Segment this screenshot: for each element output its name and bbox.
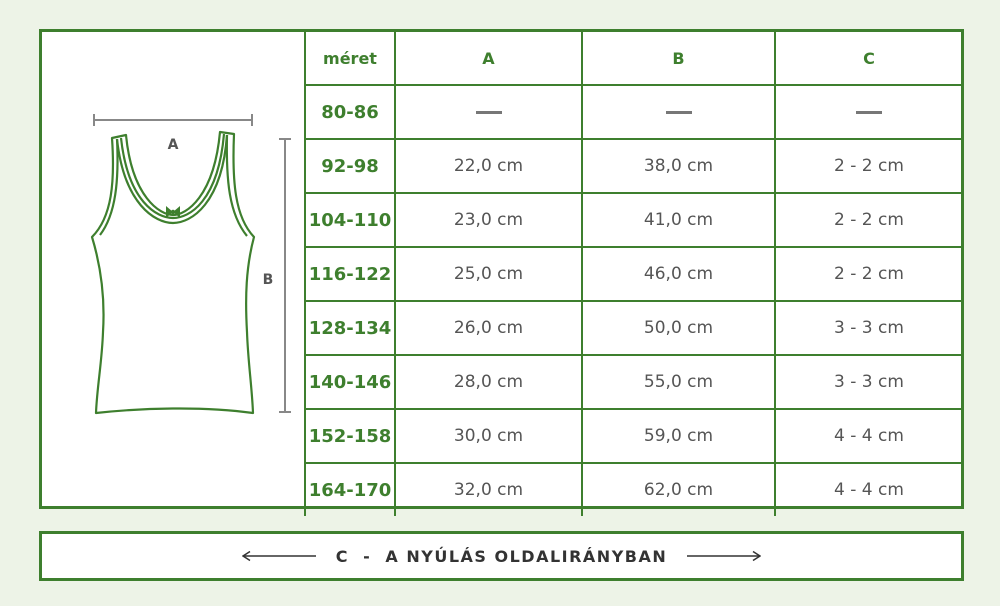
size-cell: 140-146 [305, 355, 395, 409]
dash-icon [666, 111, 692, 114]
value-c-cell: 4 - 4 cm [775, 463, 962, 516]
value-b-cell: 46,0 cm [582, 247, 775, 301]
table-row [305, 463, 962, 516]
value-a-cell: 30,0 cm [395, 409, 582, 463]
value-a-cell: 25,0 cm [395, 247, 582, 301]
table-row [305, 85, 962, 139]
value-b-cell: 50,0 cm [582, 301, 775, 355]
tank-top-outline [92, 132, 254, 413]
value-a-cell: 28,0 cm [395, 355, 582, 409]
value-b-cell: 62,0 cm [582, 463, 775, 516]
value-a-cell: 26,0 cm [395, 301, 582, 355]
value-a-cell: 22,0 cm [395, 139, 582, 193]
value-c-cell [775, 85, 962, 139]
value-c-cell: 2 - 2 cm [775, 139, 962, 193]
table-row [305, 193, 962, 247]
table-row [305, 355, 962, 409]
value-b-cell [582, 85, 775, 139]
value-c-cell: 3 - 3 cm [775, 355, 962, 409]
value-c-cell: 2 - 2 cm [775, 247, 962, 301]
value-a-cell: 32,0 cm [395, 463, 582, 516]
footer-text: C - A NYÚLÁS OLDALIRÁNYBAN [335, 546, 668, 566]
header-c: C [775, 32, 962, 85]
value-b-cell: 41,0 cm [582, 193, 775, 247]
value-b-cell: 38,0 cm [582, 139, 775, 193]
value-c-cell: 2 - 2 cm [775, 193, 962, 247]
bow-icon [166, 206, 180, 218]
table-header-row [305, 32, 962, 85]
value-b-cell: 59,0 cm [582, 409, 775, 463]
arrow-right-icon [687, 550, 761, 562]
table-row [305, 139, 962, 193]
table-row [305, 409, 962, 463]
table-row [305, 247, 962, 301]
measure-line-a [94, 114, 252, 126]
arrow-left-icon [242, 550, 316, 562]
table-row [305, 301, 962, 355]
header-size: méret [305, 32, 395, 85]
measure-label-a: A [167, 137, 179, 153]
value-a-cell: 23,0 cm [395, 193, 582, 247]
size-chart-frame [39, 29, 964, 509]
size-cell: 128-134 [305, 301, 395, 355]
size-cell: 152-158 [305, 409, 395, 463]
measure-label-b: B [262, 272, 274, 288]
illustration-panel [42, 32, 304, 506]
tank-top-illustration [42, 32, 304, 506]
value-c-cell: 4 - 4 cm [775, 409, 962, 463]
size-cell: 80-86 [305, 85, 395, 139]
header-a: A [395, 32, 582, 85]
header-b: B [582, 32, 775, 85]
size-cell: 116-122 [305, 247, 395, 301]
footer-note [39, 531, 964, 581]
dash-icon [856, 111, 882, 114]
measure-line-b [279, 139, 291, 412]
size-cell: 92-98 [305, 139, 395, 193]
size-cell: 164-170 [305, 463, 395, 516]
value-c-cell: 3 - 3 cm [775, 301, 962, 355]
value-a-cell [395, 85, 582, 139]
dash-icon [476, 111, 502, 114]
size-table [304, 32, 962, 516]
value-b-cell: 55,0 cm [582, 355, 775, 409]
size-cell: 104-110 [305, 193, 395, 247]
